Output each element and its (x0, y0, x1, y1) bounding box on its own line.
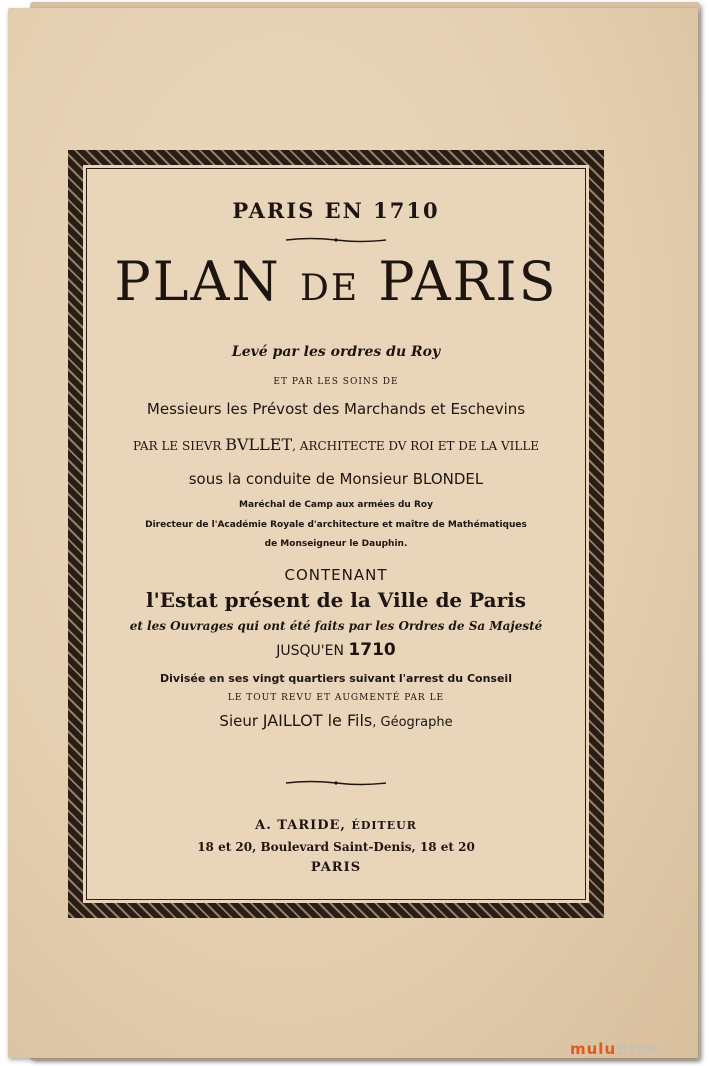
sievr-line: PAR LE SIEVR BVLLET, ARCHITECTE DV ROI ET DE LA VILLE (132, 435, 540, 454)
publisher-line: A. TARIDE, ÉDITEUR (255, 818, 417, 833)
marechal-line: Maréchal de Camp aux armées du Roy (239, 500, 433, 510)
monseigneur-line: de Monseigneur le Dauphin. (264, 539, 408, 549)
conduite-line: sous la conduite de Monsieur BLONDEL (188, 470, 484, 488)
divisee-line: Divisée en ses vingt quartiers suivant l'arrest du Conseil (160, 672, 512, 685)
ouvrages-line: et les Ouvrages qui ont été faits par les Ordres de Sa Majesté (129, 619, 543, 633)
estat-line: l'Estat présent de la Ville de Paris (146, 588, 526, 612)
cover-text-block (88, 170, 584, 898)
main-title: PLAN DE PARIS (114, 250, 558, 313)
directeur-line: Directeur de l'Académie Royale d'architecture et maître de Mathématiques (145, 520, 527, 530)
leve-line: Levé par les ordres du Roy (231, 344, 441, 360)
messieurs-line: Messieurs les Prévost des Marchands et Eschevins (146, 400, 526, 418)
bottom-ornament (286, 779, 386, 787)
address-line: 18 et 20, Boulevard Saint-Denis, 18 et 20 (197, 840, 475, 854)
top-ornament (286, 236, 386, 244)
jusquen-line: JUSQU'EN 1710 (276, 640, 396, 660)
kicker-title: PARIS EN 1710 (232, 198, 440, 223)
watermark-logo: muluBrok (570, 1040, 660, 1058)
soins-line: ET PAR LES SOINS DE (273, 377, 399, 387)
city-line: PARIS (310, 860, 362, 875)
revu-line: LE TOUT REVU ET AUGMENTÉ PAR LE (227, 693, 445, 703)
contenant-line: CONTENANT (284, 566, 388, 584)
jaillot-line: Sieur JAILLOT le Fils, Géographe (219, 711, 453, 730)
